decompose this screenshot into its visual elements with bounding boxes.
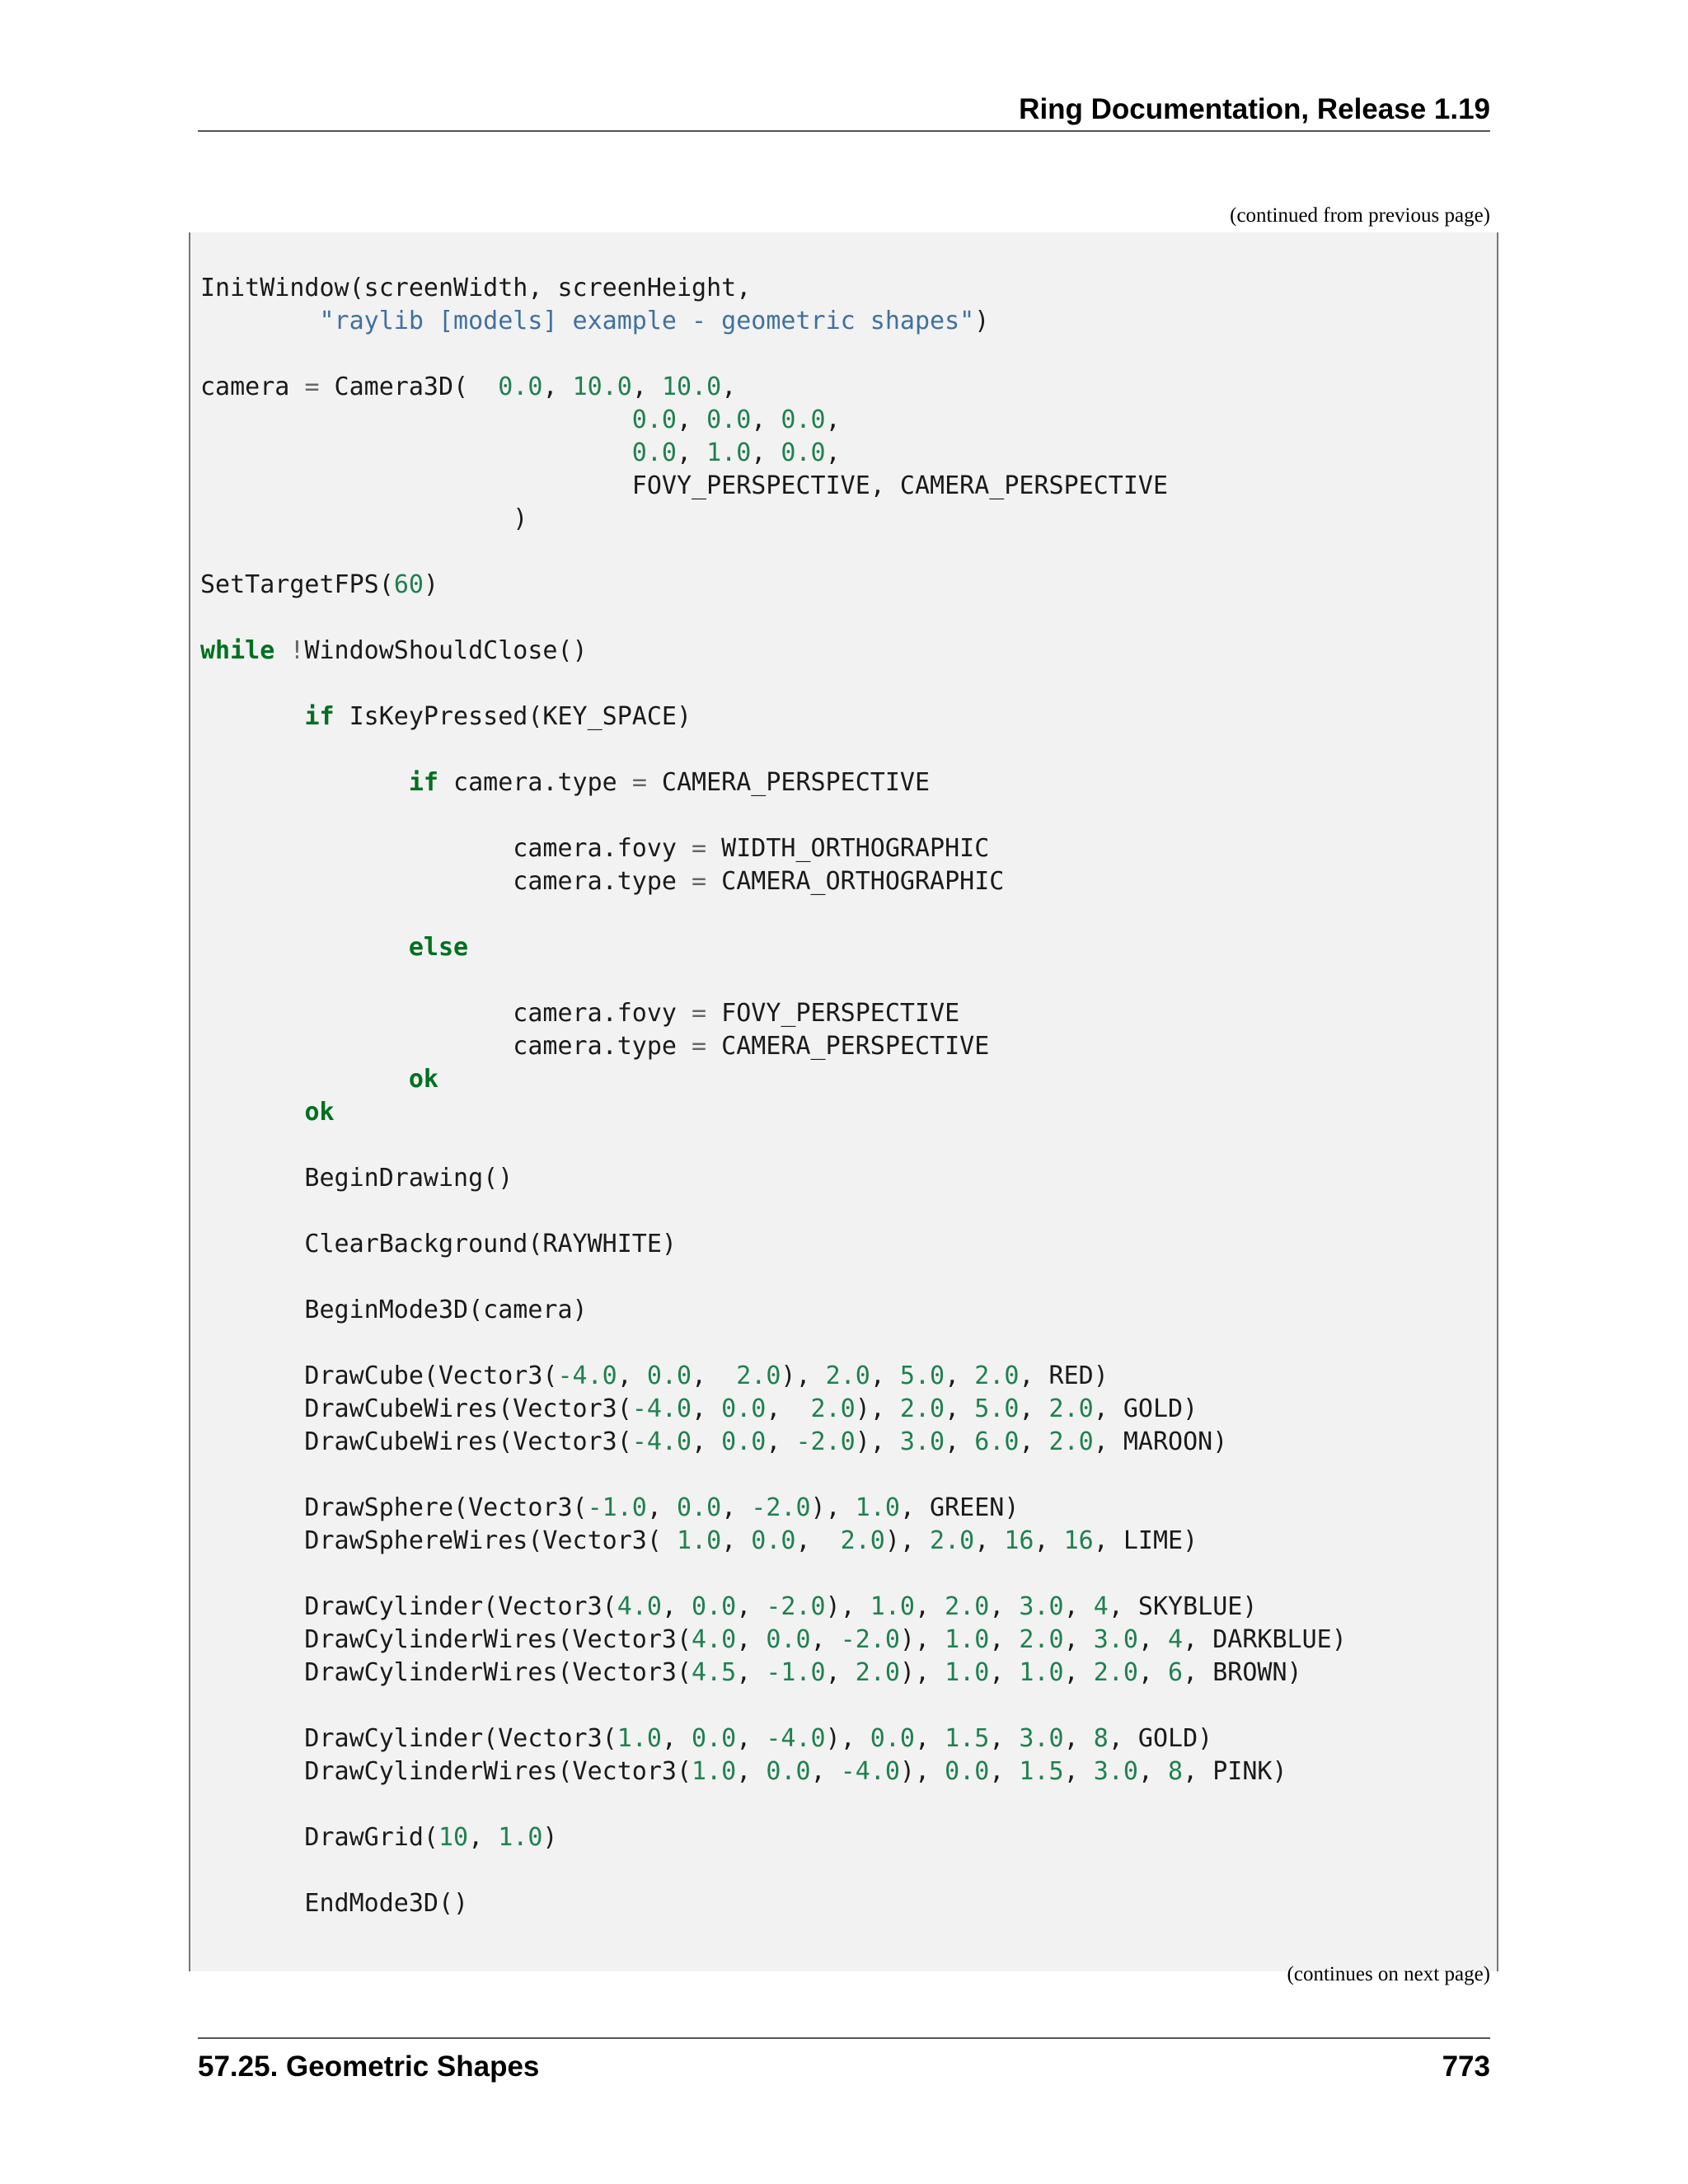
- code-token: [200, 405, 632, 434]
- code-token-num: 5.0: [899, 1361, 945, 1390]
- code-token: ,: [676, 405, 707, 434]
- code-token-num: 1.0: [945, 1625, 990, 1654]
- code-token-num: 1.0: [617, 1724, 662, 1753]
- code-line: [200, 1360, 1347, 1393]
- code-token-kw: else: [408, 933, 469, 962]
- code-token: ,: [795, 1526, 841, 1555]
- code-token: ,: [870, 1361, 900, 1390]
- code-line: [200, 1525, 1347, 1558]
- code-line: [200, 1788, 1347, 1821]
- code-token: , GOLD): [1108, 1724, 1213, 1753]
- code-token: InitWindow(screenWidth, screenHeight,: [200, 274, 752, 302]
- code-token: camera.type: [200, 867, 692, 896]
- code-token-num: 0.0: [751, 1526, 796, 1555]
- code-token-num: -2.0: [840, 1625, 900, 1654]
- code-token: , GOLD): [1093, 1394, 1198, 1423]
- code-token-num: 0.0: [498, 373, 543, 401]
- code-token: ),: [810, 1493, 856, 1522]
- code-token-op: =: [692, 834, 707, 863]
- code-line: [200, 1129, 1347, 1162]
- code-line: [200, 635, 1347, 668]
- code-token-op: =: [692, 999, 707, 1028]
- code-token: camera.fovy: [200, 999, 692, 1028]
- code-token-num: 0.0: [706, 405, 752, 434]
- code-line: [200, 1492, 1347, 1525]
- code-token-num: 10.0: [661, 373, 722, 401]
- code-token: ClearBackground(RAYWHITE): [200, 1230, 677, 1258]
- code-token: ),: [855, 1427, 900, 1456]
- code-token-num: 60: [393, 570, 424, 599]
- code-line: [200, 1887, 1347, 1920]
- code-token: ,: [692, 1361, 737, 1390]
- code-token: DrawCylinderWires(Vector3(: [200, 1757, 692, 1786]
- code-token: ): [974, 307, 990, 335]
- code-token: ,: [1063, 1625, 1094, 1654]
- code-token: ,: [825, 405, 841, 434]
- code-token: DrawSphere(Vector3(: [200, 1493, 588, 1522]
- code-token-num: -2.0: [751, 1493, 811, 1522]
- code-token-kw: while: [200, 636, 275, 665]
- code-line: [200, 503, 1347, 536]
- code-token: camera.fovy: [200, 834, 692, 863]
- code-token-num: 2.0: [1019, 1625, 1064, 1654]
- code-token: ,: [914, 1724, 945, 1753]
- code-token: ,: [1019, 1394, 1049, 1423]
- code-token: ,: [766, 1394, 811, 1423]
- code-token-num: 2.0: [825, 1361, 870, 1390]
- code-token: ): [423, 570, 438, 599]
- code-token: ,: [1063, 1658, 1094, 1687]
- code-token: ,: [692, 1427, 722, 1456]
- code-line: [200, 1755, 1347, 1788]
- code-token: SetTargetFPS(: [200, 570, 394, 599]
- code-token-num: 0.0: [870, 1724, 915, 1753]
- code-token: ,: [661, 1592, 692, 1621]
- code-line: [200, 404, 1347, 437]
- code-line: [200, 1327, 1347, 1360]
- code-token: WIDTH_ORTHOGRAPHIC: [706, 834, 990, 863]
- code-line: [200, 1854, 1347, 1887]
- code-token-str: "raylib [models] example - geometric shapes": [319, 307, 975, 335]
- code-token-num: 2.0: [1093, 1658, 1138, 1687]
- code-token: WindowShouldClose(): [304, 636, 588, 665]
- code-token: ,: [736, 1724, 767, 1753]
- code-line: [200, 898, 1347, 931]
- code-token: ,: [1137, 1625, 1169, 1654]
- code-token: ,: [1063, 1724, 1094, 1753]
- code-token: ,: [468, 1823, 499, 1852]
- code-token: ,: [676, 438, 707, 467]
- code-token: ,: [1137, 1658, 1169, 1687]
- code-token: DrawCube(Vector3(: [200, 1361, 558, 1390]
- code-token-num: 1.5: [945, 1724, 990, 1753]
- code-token-op: !: [289, 636, 305, 665]
- code-token: ,: [721, 1526, 752, 1555]
- code-token: DrawGrid(: [200, 1823, 438, 1852]
- code-token-num: 1.0: [676, 1526, 722, 1555]
- code-token-num: 0.0: [766, 1625, 811, 1654]
- code-token: DrawCylinder(Vector3(: [200, 1592, 617, 1621]
- code-token-num: 4: [1168, 1625, 1184, 1654]
- code-token: ,: [751, 438, 781, 467]
- code-token: ),: [899, 1757, 945, 1786]
- code-token-num: 2.0: [810, 1394, 856, 1423]
- code-token: ,: [945, 1427, 975, 1456]
- code-token: EndMode3D(): [200, 1889, 469, 1918]
- continued-from-previous-page-note: (continued from previous page): [1230, 204, 1490, 227]
- code-token-num: -4.0: [631, 1394, 692, 1423]
- code-token-kw: ok: [304, 1098, 335, 1127]
- code-token-num: 16: [1063, 1526, 1094, 1555]
- code-line: [200, 701, 1347, 733]
- code-token-num: 0.0: [692, 1592, 737, 1621]
- code-token: ,: [1034, 1526, 1064, 1555]
- code-token: ,: [1063, 1757, 1094, 1786]
- code-token: CAMERA_PERSPECTIVE: [706, 1032, 990, 1061]
- code-token: , MAROON): [1093, 1427, 1228, 1456]
- code-token-num: 0.0: [646, 1361, 692, 1390]
- code-token: Camera3D(: [319, 373, 499, 401]
- code-token: camera.type: [438, 768, 632, 797]
- code-line: [200, 865, 1347, 898]
- code-token: ),: [884, 1526, 931, 1555]
- code-token-num: 0.0: [781, 438, 826, 467]
- code-token: ,: [1137, 1757, 1169, 1786]
- code-token-num: 0.0: [721, 1427, 767, 1456]
- code-token: DrawCylinder(Vector3(: [200, 1724, 617, 1753]
- code-token: ,: [825, 1658, 856, 1687]
- code-token: ,: [646, 1493, 677, 1522]
- code-line: [200, 799, 1347, 832]
- code-token-op: =: [692, 867, 707, 896]
- code-line: [200, 1063, 1347, 1096]
- code-token-num: 3.0: [1093, 1625, 1138, 1654]
- code-line: [200, 1195, 1347, 1228]
- code-token: ): [542, 1823, 558, 1852]
- code-token-num: -4.0: [840, 1757, 900, 1786]
- code-token-num: 0.0: [631, 405, 677, 434]
- code-token: ),: [781, 1361, 826, 1390]
- code-token-num: 1.5: [1019, 1757, 1064, 1786]
- code-token: ,: [736, 1592, 767, 1621]
- code-token: ,: [736, 1625, 767, 1654]
- code-token: ,: [810, 1757, 841, 1786]
- code-token: ,: [945, 1361, 975, 1390]
- code-token-num: 2.0: [736, 1361, 781, 1390]
- code-token-num: -2.0: [766, 1592, 826, 1621]
- code-line: [200, 1558, 1347, 1591]
- code-token-num: 2.0: [840, 1526, 885, 1555]
- page-footer: [198, 2037, 1490, 2088]
- code-token: , SKYBLUE): [1108, 1592, 1258, 1621]
- code-token: , DARKBLUE): [1183, 1625, 1347, 1654]
- code-token: [274, 636, 289, 665]
- code-token: ,: [692, 1394, 722, 1423]
- code-token-op: =: [692, 1032, 707, 1061]
- code-token: , LIME): [1093, 1526, 1198, 1555]
- code-token-num: 2.0: [1048, 1427, 1094, 1456]
- code-line: [200, 1162, 1347, 1195]
- code-token: ,: [542, 373, 573, 401]
- code-token-num: 3.0: [1019, 1724, 1064, 1753]
- code-line: [200, 1591, 1347, 1624]
- code-block: [189, 232, 1498, 1971]
- code-token: [200, 438, 632, 467]
- code-token: , BROWN): [1183, 1658, 1302, 1687]
- code-token: ,: [1063, 1592, 1094, 1621]
- code-token-num: 0.0: [676, 1493, 722, 1522]
- code-token-num: 6: [1168, 1658, 1184, 1687]
- code-token: [200, 933, 409, 962]
- code-token: ,: [736, 1757, 767, 1786]
- code-line: [200, 272, 1347, 305]
- code-token-num: -1.0: [766, 1658, 826, 1687]
- code-token-num: 2.0: [974, 1361, 1020, 1390]
- code-token: FOVY_PERSPECTIVE, CAMERA_PERSPECTIVE: [200, 471, 1168, 500]
- code-token: [200, 307, 320, 335]
- code-line: [200, 1228, 1347, 1261]
- code-token: ,: [945, 1394, 975, 1423]
- code-token-num: 10.0: [572, 373, 632, 401]
- code-token-kw: if: [408, 768, 438, 797]
- code-token: , PINK): [1183, 1757, 1287, 1786]
- code-token: ,: [1019, 1427, 1049, 1456]
- page-header: [198, 89, 1490, 132]
- code-line: [200, 305, 1347, 338]
- code-token: ,: [810, 1625, 841, 1654]
- code-token: ),: [825, 1724, 870, 1753]
- code-token: ,: [661, 1724, 692, 1753]
- code-token: ,: [989, 1592, 1020, 1621]
- code-line: [200, 1426, 1347, 1459]
- code-token: [200, 702, 304, 731]
- code-token: [200, 1098, 304, 1127]
- code-token: ,: [914, 1592, 945, 1621]
- code-token-num: 4.0: [617, 1592, 662, 1621]
- code-line: [200, 1624, 1347, 1657]
- code-line: [200, 1393, 1347, 1426]
- code-line: [200, 536, 1347, 569]
- code-token: BeginMode3D(camera): [200, 1296, 588, 1324]
- code-token: ,: [617, 1361, 647, 1390]
- code-line: [200, 470, 1347, 503]
- code-token: DrawCubeWires(Vector3(: [200, 1394, 632, 1423]
- code-line: [200, 1294, 1347, 1327]
- code-token: ,: [825, 438, 841, 467]
- code-line: [200, 766, 1347, 799]
- code-token-num: 1.0: [692, 1757, 737, 1786]
- code-token: DrawCylinderWires(Vector3(: [200, 1658, 692, 1687]
- code-token-num: 6.0: [974, 1427, 1020, 1456]
- code-token-num: 2.0: [899, 1394, 945, 1423]
- code-token-num: 0.0: [631, 438, 677, 467]
- code-token-num: 8: [1168, 1757, 1184, 1786]
- code-token-num: -4.0: [557, 1361, 617, 1390]
- code-token-num: 1.0: [706, 438, 752, 467]
- code-listing: [200, 272, 1347, 1920]
- code-token: ),: [899, 1658, 945, 1687]
- page-number: 773: [1442, 2050, 1490, 2083]
- code-line: [200, 602, 1347, 635]
- code-token: , RED): [1019, 1361, 1109, 1390]
- code-token-num: -1.0: [587, 1493, 647, 1522]
- code-line: [200, 1821, 1347, 1854]
- code-line: [200, 569, 1347, 602]
- footer-section-title: 57.25. Geometric Shapes: [198, 2050, 540, 2083]
- code-token-num: 2.0: [855, 1658, 900, 1687]
- code-token: CAMERA_ORTHOGRAPHIC: [706, 867, 1005, 896]
- code-token-num: 1.0: [945, 1658, 990, 1687]
- code-line: [200, 1261, 1347, 1294]
- code-line: [200, 371, 1347, 404]
- code-token-num: 4.0: [692, 1625, 737, 1654]
- code-line: [200, 1459, 1347, 1492]
- code-token-num: 0.0: [692, 1724, 737, 1753]
- code-line: [200, 1722, 1347, 1755]
- code-token: FOVY_PERSPECTIVE: [706, 999, 960, 1028]
- code-token: BeginDrawing(): [200, 1164, 513, 1193]
- code-token: DrawCylinderWires(Vector3(: [200, 1625, 692, 1654]
- code-line: [200, 1690, 1347, 1722]
- code-token: ,: [631, 373, 662, 401]
- code-line: [200, 997, 1347, 1030]
- code-token: CAMERA_PERSPECTIVE: [646, 768, 931, 797]
- code-token-kw: ok: [408, 1065, 438, 1094]
- code-line: [200, 1096, 1347, 1129]
- code-line: [200, 668, 1347, 701]
- continues-on-next-page-note: (continues on next page): [1287, 1963, 1490, 1985]
- code-token: ,: [989, 1625, 1020, 1654]
- code-token: ,: [721, 1493, 752, 1522]
- code-token: ,: [989, 1658, 1020, 1687]
- code-token: [200, 1065, 409, 1094]
- code-line: [200, 437, 1347, 470]
- code-line: [200, 832, 1347, 865]
- code-token: ),: [825, 1592, 870, 1621]
- code-token-num: 2.0: [1048, 1394, 1094, 1423]
- code-token-num: 3.0: [1093, 1757, 1138, 1786]
- code-token: ,: [989, 1724, 1020, 1753]
- code-token-num: 5.0: [974, 1394, 1020, 1423]
- code-token-num: 4: [1093, 1592, 1109, 1621]
- code-token-num: 2.0: [945, 1592, 990, 1621]
- code-token: ,: [721, 373, 737, 401]
- code-token-num: 0.0: [766, 1757, 811, 1786]
- code-token-num: 1.0: [855, 1493, 900, 1522]
- code-token: IsKeyPressed(KEY_SPACE): [334, 702, 692, 731]
- code-token: camera: [200, 373, 305, 401]
- code-token-op: =: [304, 373, 320, 401]
- code-token-num: 1.0: [870, 1592, 915, 1621]
- code-token-num: -2.0: [795, 1427, 856, 1456]
- code-token-num: 3.0: [899, 1427, 945, 1456]
- code-token-num: 0.0: [721, 1394, 767, 1423]
- code-token-num: -4.0: [631, 1427, 692, 1456]
- code-token: DrawSphereWires(Vector3(: [200, 1526, 677, 1555]
- code-token: ,: [736, 1658, 767, 1687]
- code-token: DrawCubeWires(Vector3(: [200, 1427, 632, 1456]
- code-token: ,: [974, 1526, 1005, 1555]
- code-token: ),: [855, 1394, 900, 1423]
- code-token-num: 2.0: [930, 1526, 975, 1555]
- code-token: [200, 768, 409, 797]
- code-token-num: 1.0: [1019, 1658, 1064, 1687]
- code-token: ,: [989, 1757, 1020, 1786]
- code-line: [200, 931, 1347, 964]
- code-line: [200, 733, 1347, 766]
- code-line: [200, 1030, 1347, 1063]
- code-token: ),: [899, 1625, 945, 1654]
- code-token: ,: [766, 1427, 796, 1456]
- code-line: [200, 338, 1347, 371]
- code-token-kw: if: [304, 702, 335, 731]
- code-token-num: 3.0: [1019, 1592, 1064, 1621]
- code-token-num: 0.0: [781, 405, 826, 434]
- code-token-num: 8: [1093, 1724, 1109, 1753]
- code-token-num: 0.0: [945, 1757, 990, 1786]
- code-token-num: -4.0: [766, 1724, 826, 1753]
- code-token-num: 16: [1004, 1526, 1034, 1555]
- code-token: ): [200, 504, 528, 533]
- code-token-num: 10: [438, 1823, 469, 1852]
- code-token-op: =: [631, 768, 647, 797]
- document-title: Ring Documentation, Release 1.19: [1019, 93, 1490, 125]
- code-token-num: 1.0: [498, 1823, 543, 1852]
- code-token: camera.type: [200, 1032, 692, 1061]
- code-line: [200, 964, 1347, 997]
- code-token: , GREEN): [899, 1493, 1020, 1522]
- code-token-num: 4.5: [692, 1658, 737, 1687]
- code-line: [200, 1657, 1347, 1690]
- code-token: ,: [751, 405, 781, 434]
